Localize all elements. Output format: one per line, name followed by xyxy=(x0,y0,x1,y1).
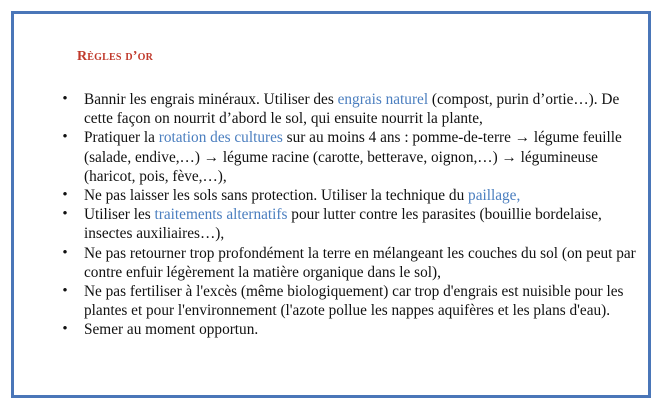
item-text: Ne pas retourner trop profondément la terre en mélangeant les couches du sol (on peut par contre enfuir légèrement la matière organique dans le sol), xyxy=(84,244,636,281)
bullet-icon: • xyxy=(62,187,68,204)
item-text-before: Bannir les engrais minéraux. Utiliser des xyxy=(84,91,338,108)
item-text: Semer au moment opportun. xyxy=(84,321,259,339)
rules-frame xyxy=(11,11,651,398)
bullet-icon: • xyxy=(62,129,68,146)
list-item xyxy=(54,90,646,128)
traitements-alternatifs-link[interactable]: traitements alternatifs xyxy=(154,206,288,224)
rules-list xyxy=(54,90,646,340)
bullet-icon: • xyxy=(62,283,68,300)
list-item xyxy=(54,282,646,320)
paillage-link[interactable]: paillage, xyxy=(468,187,521,205)
item-text-before: Utiliser les xyxy=(84,206,155,224)
bullet-icon: • xyxy=(62,321,68,338)
list-item xyxy=(54,128,646,186)
bullet-icon: • xyxy=(62,244,68,261)
bullet-icon: • xyxy=(62,206,68,223)
item-text-before: Pratiquer la xyxy=(84,129,159,147)
item-text-after: pour lutter contre les parasites (bouillie bordelaise, insectes auxiliaires…), xyxy=(84,206,602,243)
rotation-des-cultures-link[interactable]: rotation des cultures xyxy=(158,129,283,147)
item-text-after: sur au moins 4 ans : pomme-de-terre → légume feuille (salade, endive,…) → légume racine (carotte, betterave, oignon,…) → légumineuse (haricot, pois, fève,…), xyxy=(84,129,622,185)
page-title: Règles d’or xyxy=(77,49,154,64)
bullet-icon: • xyxy=(62,91,68,107)
list-item xyxy=(54,186,646,205)
engrais-naturel-link[interactable]: engrais naturel xyxy=(337,91,429,108)
list-item xyxy=(54,244,646,282)
list-item xyxy=(54,320,646,339)
item-text-after: (compost, purin d’ortie…). De cette façon on nourrit d’abord le sol, qui ensuite nourrit la plante, xyxy=(84,91,620,128)
list-item xyxy=(54,205,646,243)
item-text-before: Ne pas laisser les sols sans protection. Utiliser la technique du xyxy=(84,187,469,205)
item-text: Ne pas fertiliser à l'excès (même biologiquement) car trop d'engrais est nuisible pour les plantes et pour l'environnement (l'azote pollue les nappes aquifères et les plans d'eau). xyxy=(84,283,624,320)
